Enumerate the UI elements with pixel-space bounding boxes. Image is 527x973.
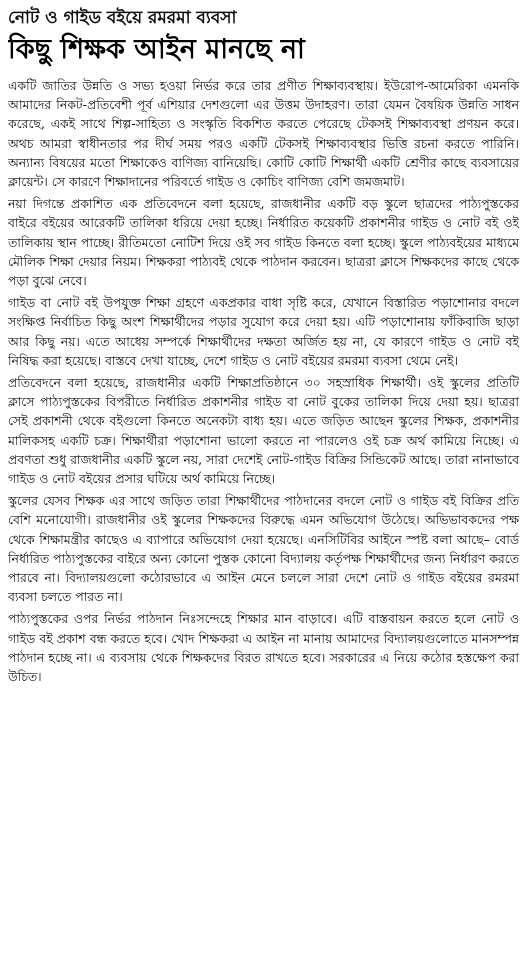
- article-headline: কিছু শিক্ষক আইন মানছে না: [8, 34, 305, 65]
- article-paragraph: একটি জাতির উন্নতি ও সভ্য হওয়া নির্ভর করে তার প্রণীত শিক্ষাব্যবস্থায়। ইউরোপ-আমেরিকা এমনকি আমাদের নিকট-প্রতিবেশী পূর্ব এশিয়ার দেশগুলো এর উত্তম উদাহরণ। তারা যেমন বৈষয়িক উন্নতি সাধন করেছে, একই সাথে শিল্প-সাহিত্য ও সংস্কৃতি বিকশিত করতে পেরেছে টেকসই শিক্ষাব্যবস্থা প্রণয়ন করে। অথচ আমরা স্বাধীনতার পর দীর্ঘ সময় পরও একটি টেকসই শিক্ষাব্যবস্থার ভিত্তি রচনা করতে পারিনি। অন্যান্য বিষয়ের মতো শিক্ষাকেও বাণিজ্য বানিয়েছি। কোটি কোটি শিক্ষার্থী একটি শ্রেণীর কাছে ব্যবসায়ের ক্লায়েন্ট। সে কারণে শিক্ষাদানের পরিবর্তে গাইড ও কোচিং বাণিজ্য বেশি জমজমাট।: [8, 78, 519, 190]
- article-kicker: নোট ও গাইড বইয়ে রমরমা ব্যবসা: [8, 8, 237, 28]
- article-body: [8, 76, 519, 686]
- article-paragraph: প্রতিবেদনে বলা হয়েছে, রাজধানীর একটি শিক্ষাপ্রতিষ্ঠানে ৩০ সহস্রাধিক শিক্ষার্থী। ওই স্কুলের প্রতিটি ক্লাসে পাঠ্যপুস্তকের বিপরীতে নির্ধারিত প্রকাশনীর গাইড বা নোট বুকের তালিকা দিয়ে দেয়া হয়। ছাত্ররা সেই প্রকাশনী থেকে বইগুলো কিনতে অনেকটা বাধ্য হয়। এতে জড়িত আছেন স্কুলের শিক্ষক, প্রকাশনীর মালিকসহ একটি চক্র। শিক্ষার্থীরা পড়াশোনা ভালো করতে না পারলেও ওই চক্র অর্থ কামিয়ে নিচ্ছে। এ প্রবণতা শুধু রাজধানীর একটি স্কুলে নয়, সারা দেশেই নোট-গাইড বিক্রির সিন্ডিকেট আছে। তারা নানাভাবে গাইড ও নোট বইয়ের প্রসার ঘটিয়ে অর্থ কামিয়ে নিচ্ছে।: [8, 375, 519, 487]
- article-paragraph: স্কুলের যেসব শিক্ষক এর সাথে জড়িত তারা শিক্ষার্থীদের পাঠদানের বদলে নোট ও গাইড বই বিক্রির প্রতি বেশি মনোযোগী। রাজধানীর ওই স্কুলের শিক্ষকদের বিরুদ্ধে এমন অভিযোগ উঠেছে। অভিভাবকদের পক্ষ থেকে শিক্ষামন্ত্রীর কাছেও এ ব্যাপারে অভিযোগ দেয়া হয়েছে। এনসিটিবির আইনে স্পষ্ট বলা আছে– বোর্ড নির্ধারিত পাঠ্যপুস্তকের বাইরে অন্য কোনো পুস্তক কোনো বিদ্যালয় কর্তৃপক্ষ শিক্ষার্থীদের জন্য নির্ধারণ করতে পারবে না। বিদ্যালয়গুলো কঠোরভাবে এ আইন মেনে চললে সারা দেশে নোট ও গাইড বইয়ের রমরমা ব্যবসা চলতে পারত না।: [8, 493, 519, 605]
- article-paragraph: গাইড বা নোট বই উপযুক্ত শিক্ষা গ্রহণে একপ্রকার বাধা সৃষ্টি করে, যেখানে বিস্তারিত পড়াশোনার বদলে সংক্ষিপ্ত নির্বাচিত কিছু অংশ শিক্ষার্থীদের পড়ার সুযোগ করে দেয়া হয়। এটি পড়াশোনায় ফাঁকিবাজি ছাড়া আর কিছু নয়। এতে আধেয় সম্পর্কে শিক্ষার্থীদের দক্ষতা অর্জিত হয় না, যে কারণে গাইড ও নোট বই নিষিদ্ধ করা হয়েছে। বাস্তবে দেখা যাচ্ছে, দেশে গাইড ও নোট বইয়ের রমরমা ব্যবসা থেমে নেই।: [8, 295, 519, 368]
- article-paragraph: পাঠ্যপুস্তকের ওপর নির্ভর পাঠদান নিঃসন্দেহে শিক্ষার মান বাড়াবে। এটি বাস্তবায়ন করতে হলে নোট ও গাইড বই প্রকাশ বন্ধ করতে হবে। খোদ শিক্ষকরা এ আইন না মানায় আমাদের বিদ্যালয়গুলোতে মানসম্পন্ন পাঠদান হচ্ছে না। এ ব্যবসায় থেকে শিক্ষকদের বিরত রাখতে হবে। সরকারের এ নিয়ে কঠোর হস্তক্ষেপ করা উচিত।: [8, 611, 519, 685]
- article-paragraph: নয়া দিগন্তে প্রকাশিত এক প্রতিবেদনে বলা হয়েছে, রাজধানীর একটি বড় স্কুলে ছাত্রদের পাঠ্যপুস্তকের বাইরে বইয়ের আরেকটি তালিকা ধরিয়ে দেয়া হচ্ছে। নির্ধারিত কয়েকটি প্রকাশনীর গাইড ও নোট বই ওই তালিকায় স্থান পাচ্ছে। রীতিমতো নোটিশ দিয়ে ওই সব গাইড কিনতে বলা হচ্ছে। স্কুলে পাঠ্যবইয়ের মাধ্যমে মৌলিক শিক্ষা দেয়ার নিয়ম। শিক্ষকরা পাঠ্যবই থেকে পাঠদান করবেন। ছাত্ররা ক্লাসে শিক্ষকদের কাছে থেকে পড়া বুঝে নেবে।: [8, 196, 519, 289]
